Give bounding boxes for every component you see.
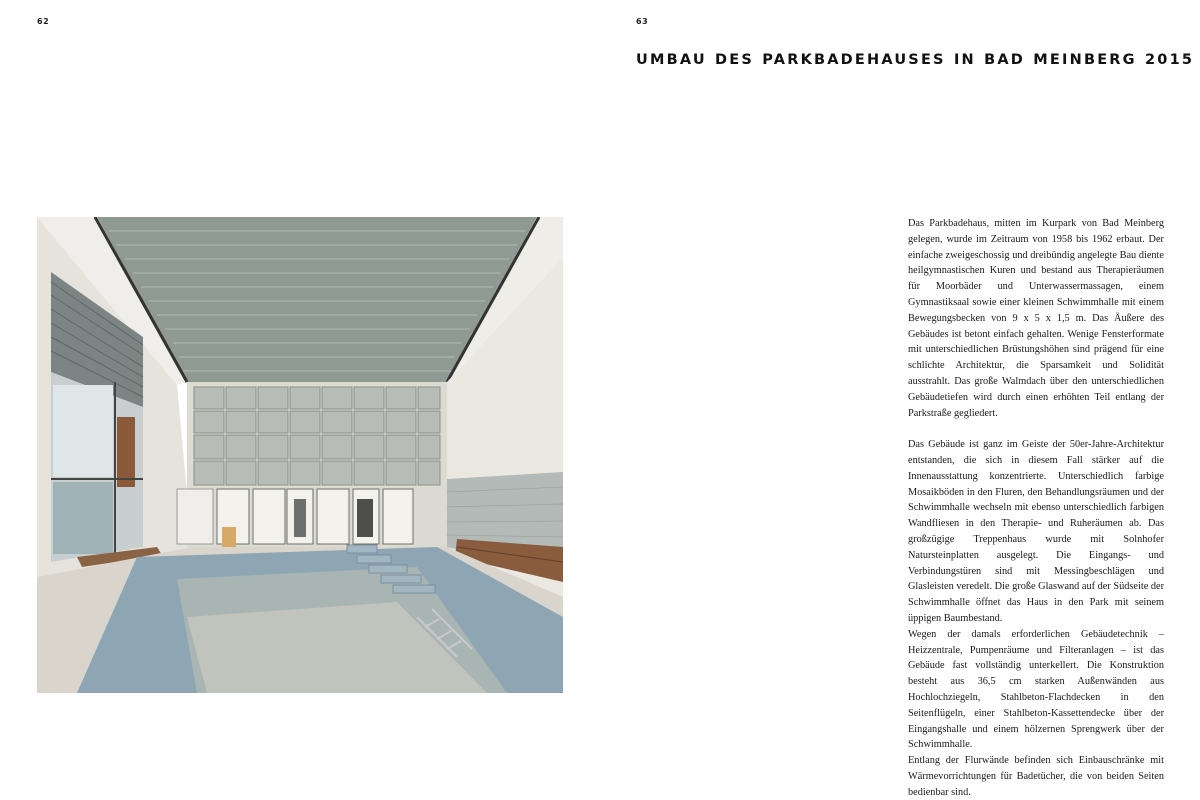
- body-paragraph: Das Parkbadehaus, mitten im Kurpark von Bad Meinberg gelegen, wurde im Zeitraum von 1958 bis 1962 erbaut. Der einfache zweigeschossig und dreibündig angelegte Bau diente heilgymnastischen Kuren und bestand aus Therapieräumen für Moorbäder und Unterwassermassagen, einem Gymnastiksaal sowie einer kleinen Schwimmhalle mit einem Bewegungsbecken von 9 x 5 x 1,5 m. Das Äußere des Gebäudes ist betont einfach gehalten. Wenige Fensterformate mit unterschiedlichen Brüstungshöhen sind prägend für eine schlichte Architektur, die Sparsamkeit und Solidität ausstrahlt. Das große Walmdach über den unterschiedlichen Gebäudetiefen wird durch einen erhöhten Teil entlang der Parkstraße gegliedert.: [908, 218, 1164, 419]
- pool-hall-photo: [37, 217, 563, 693]
- body-paragraph: Entlang der Flurwände befinden sich Einbauschränke mit Wärmevorrichtungen für Badetücher, die von beiden Seiten bedienbar sind.: [908, 755, 1164, 798]
- page-number-left: 62: [37, 17, 50, 26]
- article-body: [908, 216, 1164, 800]
- page-title: UMBAU DES PARKBADEHAUSES IN BAD MEINBERG 2015: [636, 52, 1195, 68]
- body-paragraph: Wegen der damals erforderlichen Gebäudetechnik – Heizzentrale, Pumpenräume und Filteranlagen – ist das Gebäude fast vollständig unterkellert. Die Konstruktion besteht aus 36,5 cm starken Außenwänden aus Hochlochziegeln, Stahlbeton-Flachdecken in den Seitenflügeln, einer Stahlbeton-Kassettendecke über der Eingangshalle und einem hölzernen Sprengwerk über der Schwimmhalle.: [908, 628, 1164, 751]
- body-paragraph: Das Gebäude ist ganz im Geiste der 50er-Jahre-Architektur entstanden, die sich in diesem Fall stärker auf die Innenausstattung konzentrierte. Unterschiedlich farbige Mosaikböden in den Fluren, den Behandlungsräumen und der Schwimmhalle wechseln mit ebenso unterschiedlich farbigen Wandfliesen in den Therapie- und Ruheräumen ab. Das großzügige Treppenhaus wurde mit Solnhofer Natursteinplatten ausgelegt. Die Eingangs- und Verbindungstüren sind mit Messingbeschlägen und Glasleisten veredelt. Die große Glaswand auf der Südseite der Schwimmhalle öffnet das Haus in den Park mit seinem üppigen Baumbestand.: [908, 439, 1164, 624]
- page-number-right: 63: [636, 17, 649, 26]
